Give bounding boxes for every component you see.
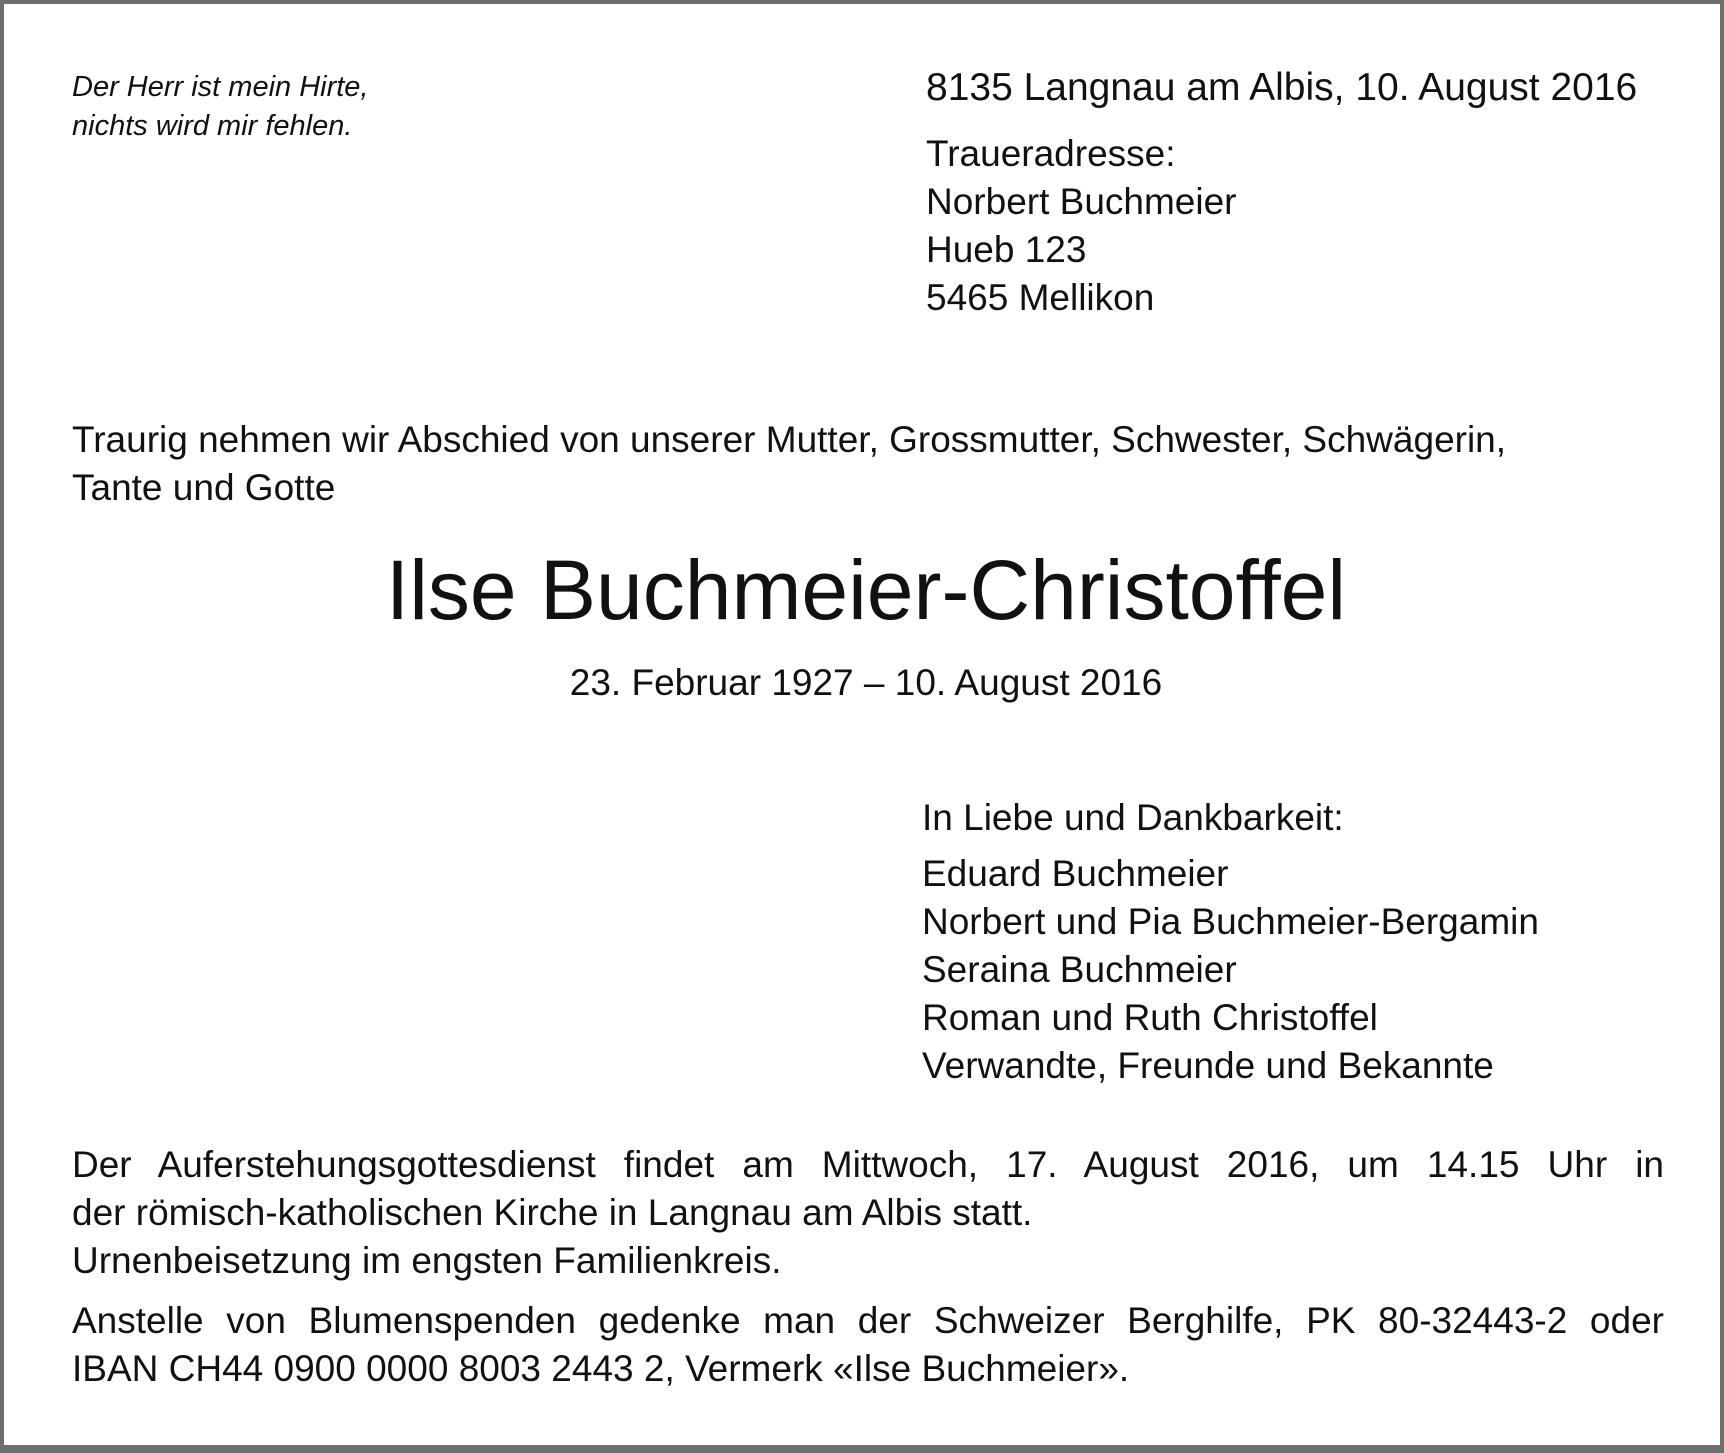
address-city: 5465 Mellikon: [926, 277, 1155, 318]
donation-line-2: IBAN CH44 0900 0000 8003 2443 2, Vermerk «Ilse Buchmeier».: [72, 1348, 1130, 1389]
mourner-item: Roman und Ruth Christoffel: [922, 997, 1378, 1038]
motto-line-2: nichts wird mir fehlen.: [72, 110, 353, 142]
address-street: Hueb 123: [926, 229, 1087, 270]
donation-line-1: Anstelle von Blumenspenden gedenke man der Schweizer Berghilfe, PK 80-32443-2 oder: [72, 1300, 1664, 1341]
mourning-address: [926, 130, 1237, 322]
life-dates: 23. Februar 1927 – 10. August 2016: [569, 662, 1163, 703]
motto-line-1: Der Herr ist mein Hirte,: [72, 71, 369, 103]
place-and-date: 8135 Langnau am Albis, 10. August 2016: [926, 66, 1638, 109]
address-label: Traueradresse:: [926, 133, 1176, 174]
intro-line-1: Traurig nehmen wir Abschied von unserer Mutter, Grossmutter, Schwester, Schwägerin,: [72, 419, 1507, 460]
mourner-item: Seraina Buchmeier: [922, 949, 1237, 990]
address-name: Norbert Buchmeier: [926, 181, 1237, 222]
mourner-item: Eduard Buchmeier: [922, 853, 1229, 894]
bible-motto: [72, 68, 369, 146]
deceased-name: Ilse Buchmeier-Christoffel: [385, 543, 1347, 637]
service-line-2: der römisch-katholischen Kirche in Langnau am Albis statt.: [72, 1192, 1033, 1233]
donation-information: [72, 1297, 1664, 1393]
service-line-1: Der Auferstehungsgottesdienst findet am Mittwoch, 17. August 2016, um 14.15 Uhr in: [72, 1144, 1664, 1185]
mourners-list: [922, 794, 1539, 1090]
intro-line-2: Tante und Gotte: [72, 467, 336, 508]
service-line-3: Urnenbeisetzung im engsten Familienkreis.: [72, 1240, 782, 1281]
mourner-item: Norbert und Pia Buchmeier-Bergamin: [922, 901, 1539, 942]
mourner-item: Verwandte, Freunde und Bekannte: [922, 1045, 1494, 1086]
service-information: [72, 1141, 1664, 1285]
farewell-intro: [72, 416, 1664, 512]
mourners-heading: In Liebe und Dankbarkeit:: [922, 797, 1344, 838]
